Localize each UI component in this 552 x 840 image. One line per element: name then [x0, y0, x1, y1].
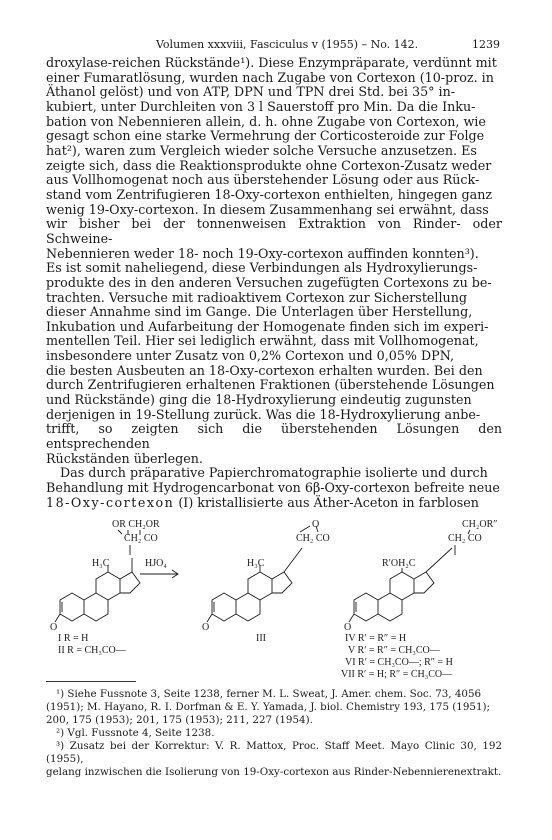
s1-methyl: H₃C: [92, 558, 110, 569]
s3-mid-label: CH₂ CO: [448, 533, 482, 544]
paragraph-2-line-2: Behandlung mit Hydrogencarbonat von 6β-Oxy-cortexon befreite neue: [46, 480, 500, 496]
s2-top-label: O: [312, 519, 320, 530]
paragraph-1-line: wenig 19-Oxy-cortexon. In diesem Zusammenhang sei erwähnt, dass: [46, 201, 489, 217]
paragraph-1-line: trachten. Versuche mit radioaktivem Cortexon zur Sicherstellung: [46, 289, 468, 305]
label-compound-VI: VI R′ = CH₃CO—; R″ = H: [345, 657, 453, 668]
footnotes: [46, 688, 502, 779]
s2-oxo: O: [202, 622, 210, 633]
s3-oxo: O: [344, 622, 352, 633]
compound-name-spaced: 18-Oxy-cortexon: [46, 494, 175, 510]
s3-top-label: CH₂OR″: [462, 519, 498, 530]
paragraph-1-line: dieser Annahme sind im Gange. Die Unterlagen über Herstellung,: [46, 304, 473, 320]
paragraph-1-line: droxylase-reichen Rückstände¹). Diese Enzympräparate, verdünnt mit: [46, 55, 497, 70]
footnote-rule: [46, 681, 136, 682]
footnote-3-line-1: ³) Zusatz bei der Korrektur: V. R. Mattox, Proc. Staff Meet. Mayo Clinic 30, 192 (1955),: [46, 740, 502, 765]
paragraph-1-line: wir bisher bei der tonnenweisen Extraktion von Rinder- oder Schweine-: [46, 216, 502, 246]
paragraph-1-line: mentellen Teil. Hier sei lediglich erwähnt, dass mit Vollhomogenat,: [46, 333, 479, 349]
footnote-1-line-1: ¹) Siehe Fussnote 3, Seite 1238, ferner M. L. Sweat, J. Amer. chem. Soc. 73, 4056: [56, 688, 482, 700]
steroid-structure-1: [50, 519, 160, 633]
label-compound-II: II R = CH₃CO—: [58, 645, 126, 656]
paragraph-1-line: hat²), waren zum Vergleich wieder solche Versuche anzusetzen. Es: [46, 142, 477, 158]
label-compound-IV: IV R′ = R″ = H: [345, 633, 407, 644]
label-compound-I: I R = H: [58, 633, 89, 644]
paragraph-1-line: stand vom Zentrifugieren 18-Oxy-cortexon enthielten, hingegen ganz: [46, 186, 493, 202]
footnote-1-line-2: (1951); M. Hayano, R. I. Dorfman & E. Y. Yamada, J. biol. Chemistry 193, 175 (1951);: [46, 701, 490, 713]
paragraph-1-line: Nebennieren weder 18- noch 19-Oxy-cortexon auffinden konnten³).: [46, 245, 479, 261]
paragraph-1-line: Rückständen überlegen.: [46, 450, 203, 466]
s1-top-label: OR CH₂OR: [112, 519, 160, 530]
paragraph-1-line: insbesondere unter Zusatz von 0,2% Cortexon und 0,05% DPN,: [46, 348, 455, 364]
reaction-arrow: [140, 570, 178, 578]
paragraph-1-line: durch Zentrifugieren erhaltenen Fraktionen (überstehende Lösungen: [46, 377, 495, 393]
paragraph-2-line-1: Das durch präparative Papierchromatographie isolierte und durch: [60, 465, 488, 481]
paragraph-1-line: und Rückstände) ging die 18-Hydroxylierung eindeutig zugunsten: [46, 392, 472, 408]
paragraph-2-line-3-rest: (I) kristallisierte aus Äther-Aceton in farblosen: [174, 494, 479, 510]
s3-methyl: R′OH₂C: [382, 558, 416, 569]
paragraph-1-line: produkte des in den anderen Versuchen zugefügten Cortexons zu be-: [46, 274, 492, 290]
paragraph-1-line: bation von Nebennieren allein, d. h. ohne Zugabe von Cortexon, wie: [46, 113, 486, 129]
paragraph-1-line: die besten Ausbeuten an 18-Oxy-cortexon erhalten wurden. Bei den: [46, 362, 483, 378]
paragraph-1-line: einer Fumaratlösung, wurden nach Zugabe von Cortexon (10-proz. in: [46, 69, 494, 85]
footnote-1-line-3: 200, 175 (1953); 201, 175 (1953); 211, 227 (1954).: [46, 714, 313, 726]
steroid-structure-3: [202, 519, 330, 633]
paragraph-1-line: Inkubation und Aufarbeitung der Homogenate finden sich im experi-: [46, 318, 489, 334]
footnote-2: ²) Vgl. Fussnote 4, Seite 1238.: [56, 727, 215, 739]
paragraph-1-line: gesagt schon eine starke Vermehrung der Corticosteroide zur Folge: [46, 128, 485, 144]
footnote-3-line-2: gelang inzwischen die Isolierung von 19-Oxy-cortexon aus Rinder-Nebennierenextrakt.: [46, 766, 502, 778]
s2-methyl: H₃C: [247, 558, 265, 569]
steroid-structure-4: [344, 519, 497, 633]
paragraph-1-line: Es ist somit naheliegend, diese Verbindungen als Hydroxylierungs-: [46, 260, 478, 276]
label-compound-VII: VII R′ = H; R″ = CH₃CO—: [341, 669, 453, 680]
paragraph-1-line: zeigte sich, dass die Reaktionsprodukte ohne Cortexon-Zusatz weder: [46, 157, 492, 173]
paragraph-1-line: Äthanol gelöst) und von ATP, DPN und TPN drei Std. bei 35° in-: [46, 84, 456, 100]
s1-mid-label: CH₂ CO: [124, 533, 158, 544]
journal-title: Volumen xxxviii, Fasciculus v (1955) – No. 142.: [156, 38, 419, 51]
label-compound-III: III: [256, 633, 266, 644]
page-number: 1239: [472, 38, 500, 51]
paragraph-1-line: aus Vollhomogenat noch aus überstehender Lösung oder aus Rück-: [46, 172, 480, 188]
s1-oxo: O: [50, 622, 58, 633]
paragraph-1-line: trifft, so zeigten sich die überstehenden Lösungen den entsprechenden: [46, 421, 502, 452]
paragraph-1-line: derjenigen in 19-Stellung zurück. Was die 18-Hydroxylierung anbe-: [46, 406, 481, 422]
reagent-label: HJO₄: [145, 558, 167, 569]
label-compound-V: V R′ = R″ = CH₃CO—: [348, 645, 440, 656]
paragraph-1-line: kubiert, unter Durchleiten von 3 l Sauerstoff pro Min. Da die Inku-: [46, 98, 476, 114]
s2-mid-label: CH₂ CO: [296, 533, 330, 544]
